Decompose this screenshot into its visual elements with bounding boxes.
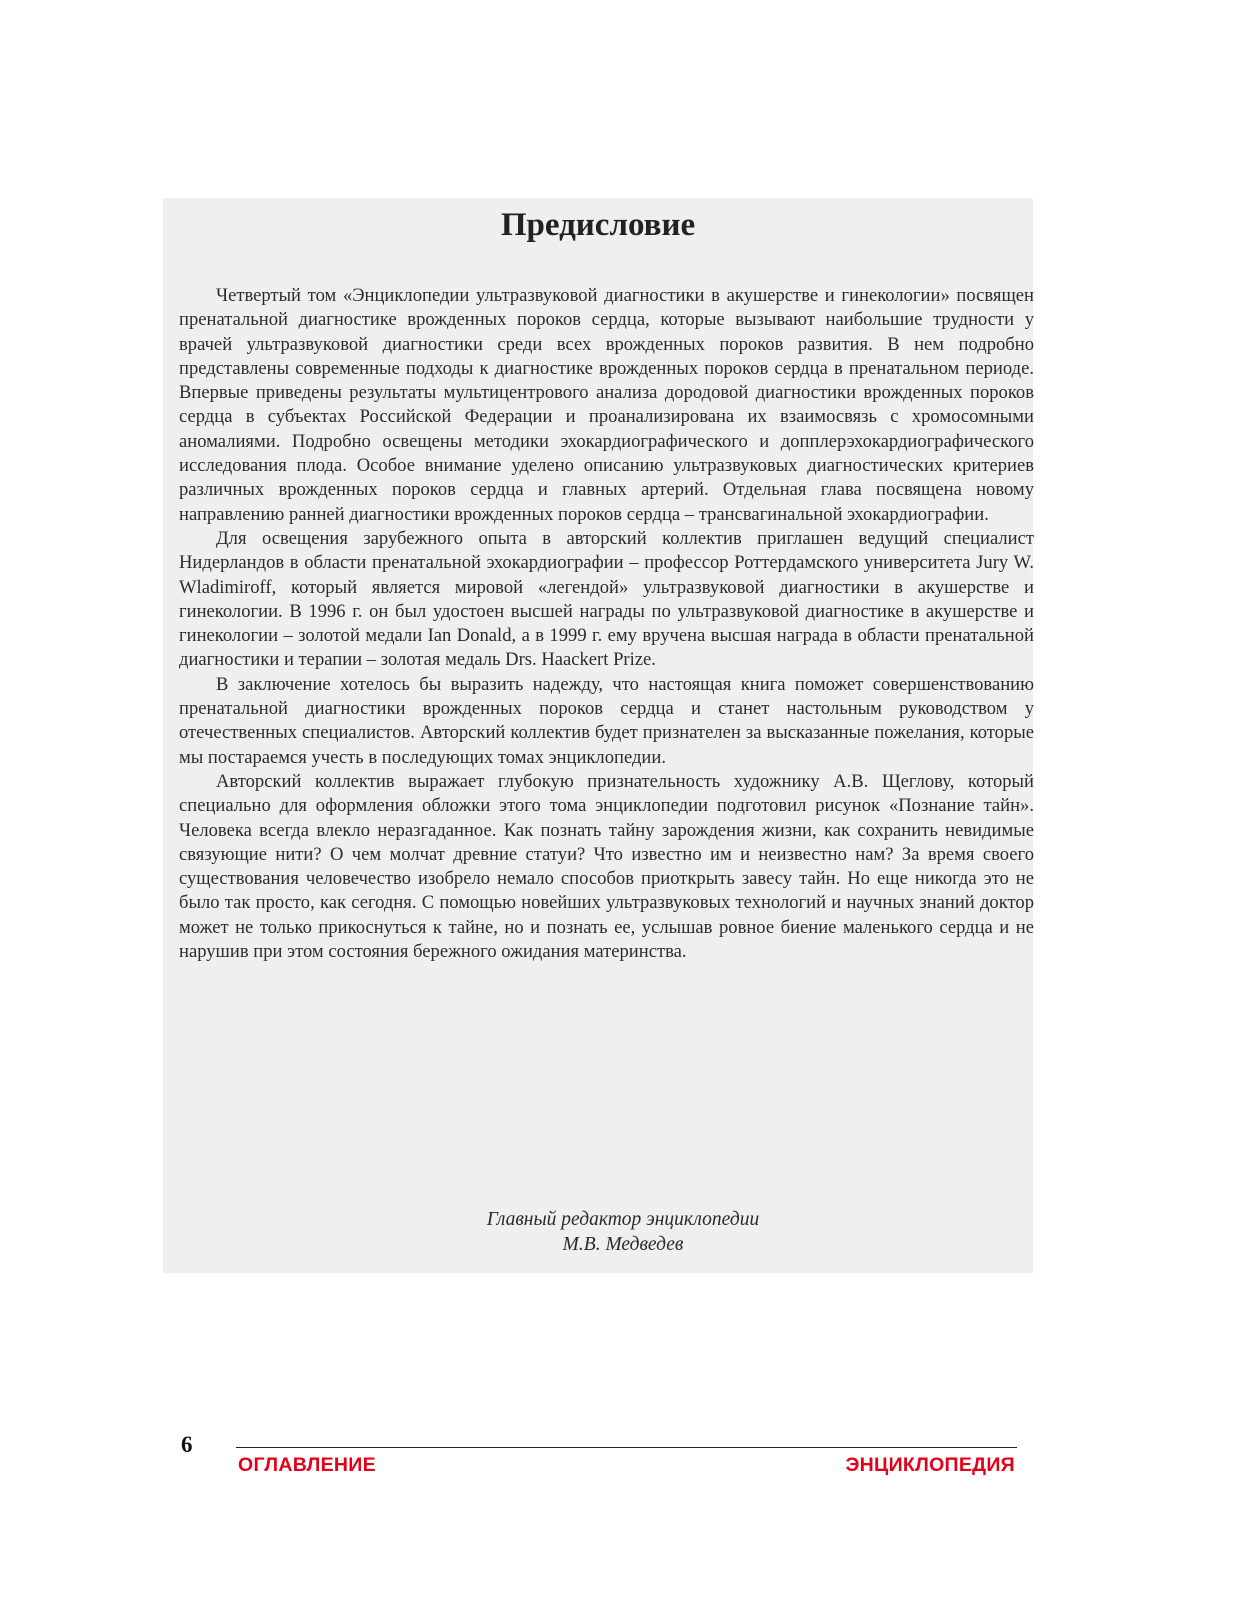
page-number: 6	[181, 1432, 193, 1457]
paragraph: В заключение хотелось бы выразить надежду, что настоящая книга поможет совершенствованию пренатальной диагностики врожденных пороков сердца и станет настольным руководством у отечественных специалистов. Авторский коллектив будет признателен за высказанные пожелания, которые мы постараемся учесть в последующих томах энциклопедии.	[179, 673, 1034, 768]
contents-link[interactable]: ОГЛАВЛЕНИЕ	[238, 1454, 376, 1476]
page-title: Предисловие	[500, 207, 696, 243]
paragraph: Для освещения зарубежного опыта в авторский коллектив приглашен ведущий специалист Нидерландов в области пренатальной эхокардиографии – профессор Роттердамского университета Jury W. Wladimiroff, который является мировой «легендой» ультразвуковой диагностики в акушерстве и гинекологии. В 1996 г. он был удостоен высшей награды по ультразвуковой диагностике в акушерстве и гинекологии – золотой медали Ian Donald, а в 1999 г. ему вручена высшая награда в области пренатальной диагностики и терапии – золотая медаль Drs. Haackert Prize.	[179, 527, 1034, 671]
paragraph: Четвертый том «Энциклопедии ультразвуковой диагностики в акушерстве и гинекологии» посвящен пренатальной диагностике врожденных пороков сердца, которые вызывают наибольшие трудности у врачей ультразвуковой диагностики среди всех врожденных пороков развития. В нем подробно представлены современные подходы к диагностике врожденных пороков сердца в пренатальном периоде. Впервые приведены результаты мультицентрового анализа дородовой диагностики врожденных пороков сердца в субъектах Российской Федерации и проанализирована их взаимосвязь с хромосомными аномалиями. Подробно освещены методики эхокардиографического и допплерэхокардиографического исследования плода. Особое внимание уделено описанию ультразвуковых диагностических критериев различных врожденных пороков сердца и главных артерий. Отдельная глава посвящена новому направлению ранней диагностики врожденных пороков сердца – трансвагинальной эхокардиографии.	[179, 285, 1034, 525]
signature-block	[163, 1207, 1033, 1257]
paragraph: Авторский коллектив выражает глубокую признательность художнику А.В. Щеглову, который специально для оформления обложки этого тома энциклопедии подготовил рисунок «Познание тайн». Человека всегда влекло неразгаданное. Как познать тайну зарождения жизни, как сохранить невидимые связующие нити? О чем молчат древние статуи? Что известно им и неизвестно нам? За время своего существования человечество изобрело немало способов приоткрыть завесу тайн. Но еще никогда это не было так просто, как сегодня. С помощью новейших ультразвуковых технологий и научных знаний доктор может не только прикоснуться к тайне, но и познать ее, услышав ровное биение маленького сердца и не нарушив при этом состояния бережного ожидания материнства.	[179, 770, 1034, 963]
footer-divider	[236, 1447, 1017, 1448]
encyclopedia-link[interactable]: ЭНЦИКЛОПЕДИЯ	[845, 1454, 1015, 1476]
signature-role: Главный редактор энциклопедии	[486, 1209, 760, 1230]
signature-name: М.В. Медведев	[562, 1234, 684, 1255]
preface-body	[179, 284, 1034, 964]
